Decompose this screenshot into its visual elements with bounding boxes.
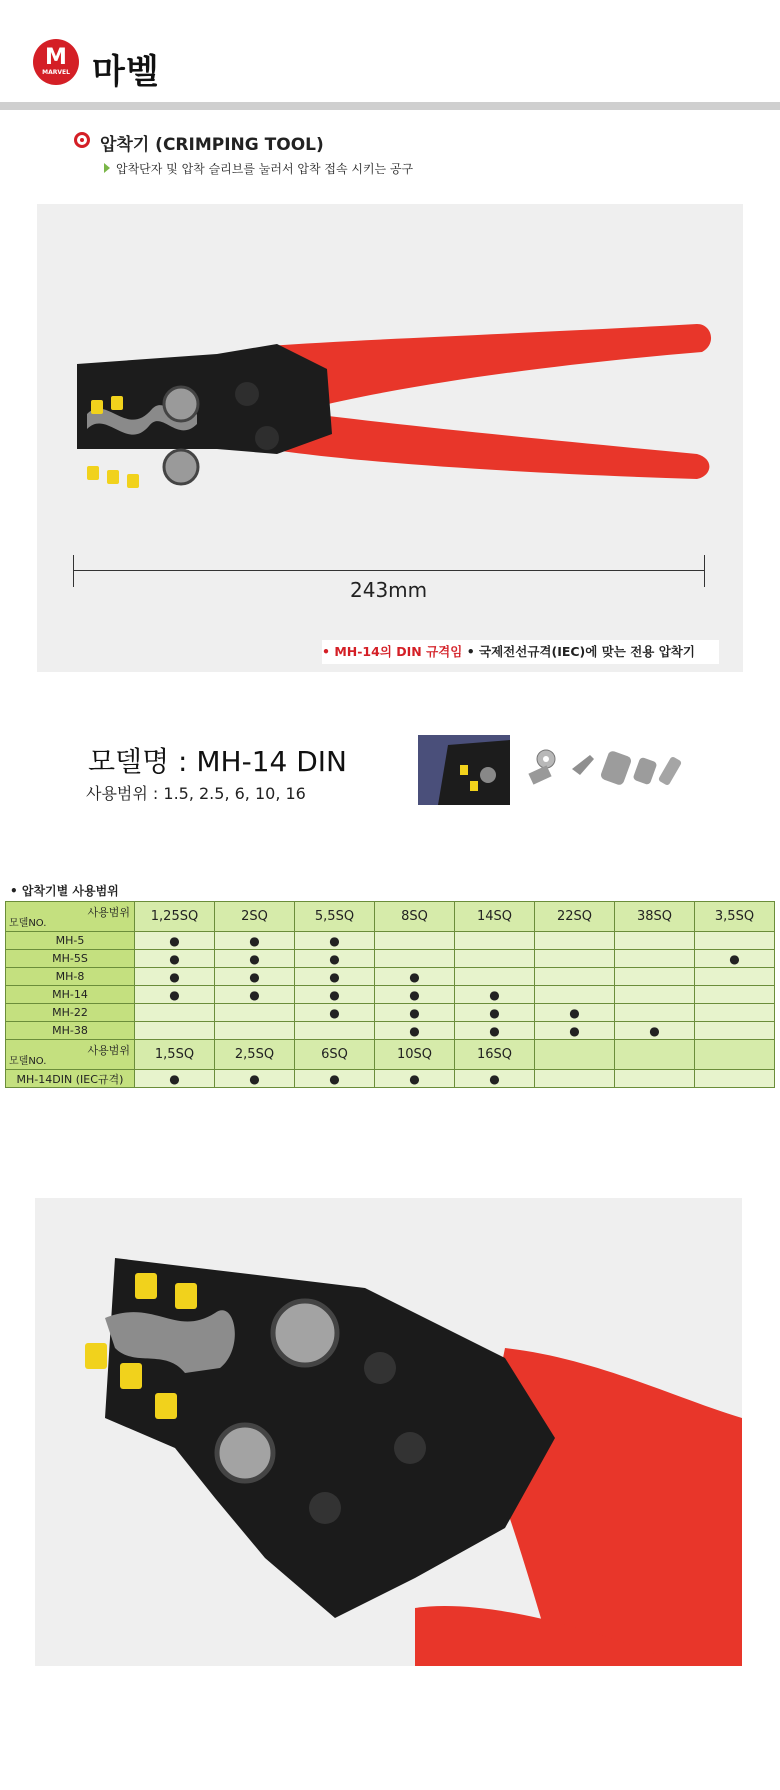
row-mark	[535, 950, 615, 968]
terminals-illustration	[524, 745, 699, 795]
row-mark	[535, 932, 615, 950]
row-mark: ●	[375, 968, 455, 986]
row-mark	[455, 932, 535, 950]
din-column-header	[615, 1040, 695, 1070]
closeup-illustration	[35, 1198, 742, 1666]
row-mark: ●	[455, 986, 535, 1004]
table-body	[6, 932, 775, 1040]
row-model-name: MH-5	[6, 932, 135, 950]
header-divider	[0, 102, 780, 110]
table-header-row-din	[6, 1040, 775, 1070]
column-header: 38SQ	[615, 902, 695, 932]
corner-range-label: 사용범위	[87, 906, 130, 919]
row-mark: ●	[455, 1022, 535, 1040]
row-mark: ●	[295, 932, 375, 950]
product-photo-closeup	[35, 1198, 742, 1666]
table-row	[6, 1004, 775, 1022]
row-mark: ●	[295, 968, 375, 986]
row-mark	[375, 950, 455, 968]
row-mark: ●	[135, 968, 215, 986]
row-mark: ●	[215, 968, 295, 986]
table-row	[6, 1022, 775, 1040]
table-corner	[6, 902, 135, 932]
table-row-din	[6, 1070, 775, 1088]
section-title: 압착기 (CRIMPING TOOL)	[100, 135, 324, 155]
row-mark: ●	[295, 1004, 375, 1022]
row-mark: ●	[535, 1022, 615, 1040]
din-column-header: 6SQ	[295, 1040, 375, 1070]
column-header: 22SQ	[535, 902, 615, 932]
row-mark: ●	[135, 950, 215, 968]
row-mark	[535, 1070, 615, 1088]
din-column-header	[535, 1040, 615, 1070]
row-mark	[615, 950, 695, 968]
spec-note-din: • MH-14의 DIN 규격임	[322, 644, 463, 659]
corner-model-label: 모델NO.	[9, 1056, 47, 1067]
row-mark: ●	[535, 1004, 615, 1022]
column-header: 2SQ	[215, 902, 295, 932]
table-header-row	[6, 902, 775, 932]
spec-note-iec: • 국제전선규격(IEC)에 맞는 전용 압착기	[466, 644, 695, 659]
row-mark	[695, 968, 775, 986]
row-mark: ●	[295, 1070, 375, 1088]
din-column-header: 1,5SQ	[135, 1040, 215, 1070]
table-corner-din	[6, 1040, 135, 1070]
row-mark: ●	[455, 1004, 535, 1022]
brand-logo	[33, 39, 79, 85]
corner-range-label: 사용범위	[87, 1044, 130, 1057]
row-mark: ●	[615, 1022, 695, 1040]
column-header: 8SQ	[375, 902, 455, 932]
row-mark: ●	[375, 1070, 455, 1088]
brand-name: 마벨	[92, 52, 160, 92]
table-row	[6, 950, 775, 968]
row-mark	[695, 932, 775, 950]
row-mark	[615, 968, 695, 986]
dimension-label: 243mm	[350, 578, 428, 602]
row-mark	[695, 1070, 775, 1088]
row-mark: ●	[695, 950, 775, 968]
spec-note	[322, 640, 719, 664]
row-model-name: MH-8	[6, 968, 135, 986]
row-mark	[695, 986, 775, 1004]
row-mark	[695, 1004, 775, 1022]
row-model-name: MH-22	[6, 1004, 135, 1022]
corner-model-label: 모델NO.	[9, 918, 47, 929]
row-mark	[135, 1004, 215, 1022]
column-header: 3,5SQ	[695, 902, 775, 932]
row-mark	[615, 1070, 695, 1088]
target-icon	[74, 132, 90, 148]
row-mark: ●	[295, 950, 375, 968]
row-mark	[615, 986, 695, 1004]
row-mark	[455, 950, 535, 968]
compatibility-table	[5, 901, 775, 1088]
table-row	[6, 968, 775, 986]
row-mark	[375, 932, 455, 950]
dimension-line	[73, 570, 705, 571]
column-header: 1,25SQ	[135, 902, 215, 932]
row-model-name: MH-14	[6, 986, 135, 1004]
row-mark	[215, 1022, 295, 1040]
row-mark: ●	[135, 986, 215, 1004]
dimension-tick-right	[704, 555, 705, 587]
row-mark	[615, 932, 695, 950]
row-mark	[535, 986, 615, 1004]
row-mark: ●	[215, 950, 295, 968]
row-mark: ●	[455, 1070, 535, 1088]
arrow-icon	[104, 163, 110, 173]
row-mark: ●	[375, 986, 455, 1004]
dimension-tick-left	[73, 555, 74, 587]
row-model-name: MH-14DIN (IEC규격)	[6, 1070, 135, 1088]
row-mark: ●	[135, 932, 215, 950]
row-mark: ●	[295, 986, 375, 1004]
table-row	[6, 986, 775, 1004]
row-mark: ●	[375, 1022, 455, 1040]
logo-text: MARVEL	[42, 69, 70, 76]
row-model-name: MH-38	[6, 1022, 135, 1040]
row-mark	[695, 1022, 775, 1040]
row-mark: ●	[375, 1004, 455, 1022]
row-mark	[455, 968, 535, 986]
section-subtitle: 압착단자 및 압착 슬리브를 눌러서 압착 접속 시키는 공구	[116, 162, 414, 176]
table-row	[6, 932, 775, 950]
model-name: 모델명 : MH-14 DIN	[88, 745, 347, 778]
column-header: 14SQ	[455, 902, 535, 932]
row-mark: ●	[135, 1070, 215, 1088]
die-thumbnail	[418, 735, 510, 805]
table-heading: • 압착기별 사용범위	[10, 884, 119, 898]
row-mark	[535, 968, 615, 986]
row-model-name: MH-5S	[6, 950, 135, 968]
din-column-header: 2,5SQ	[215, 1040, 295, 1070]
row-mark	[135, 1022, 215, 1040]
row-mark	[615, 1004, 695, 1022]
column-header: 5,5SQ	[295, 902, 375, 932]
din-column-header: 10SQ	[375, 1040, 455, 1070]
row-mark: ●	[215, 932, 295, 950]
model-range: 사용범위 : 1.5, 2.5, 6, 10, 16	[86, 784, 306, 803]
row-mark	[215, 1004, 295, 1022]
din-column-header: 16SQ	[455, 1040, 535, 1070]
row-mark	[295, 1022, 375, 1040]
logo-letter: M	[45, 45, 67, 70]
row-mark: ●	[215, 986, 295, 1004]
din-column-header	[695, 1040, 775, 1070]
row-mark: ●	[215, 1070, 295, 1088]
